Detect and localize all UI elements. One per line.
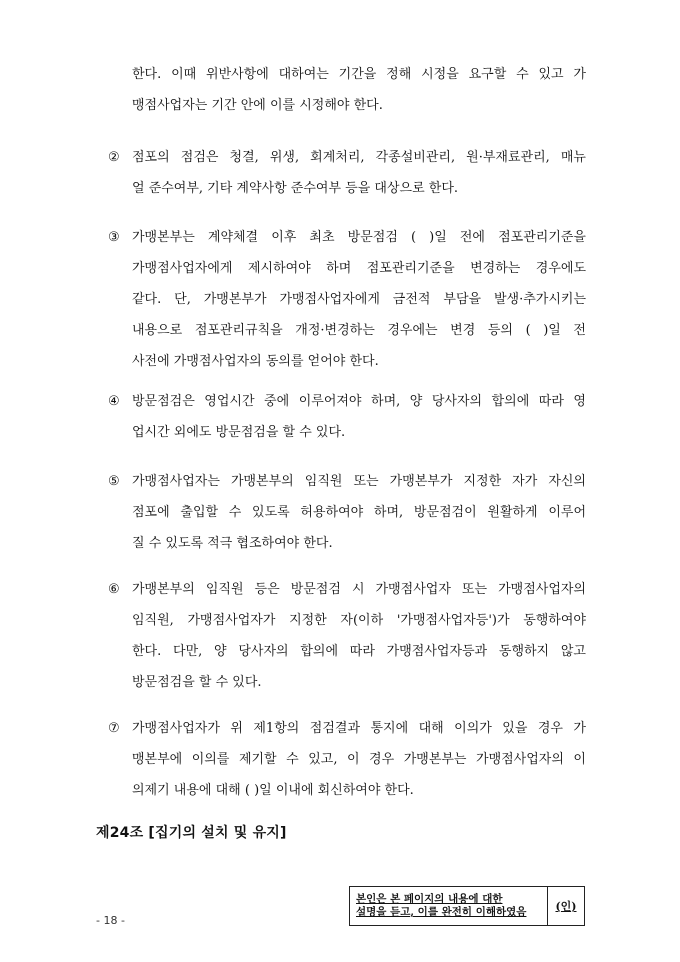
clause-3 <box>108 222 586 377</box>
confirmation-box <box>349 886 585 926</box>
seal-label: (인) <box>555 900 577 913</box>
clause-5 <box>108 466 586 559</box>
text-line: 가맹점사업자가 위 제1항의 점검결과 통지에 대해 이의가 있을 경우 가 <box>132 721 586 736</box>
text-line: 내용으로 점포관리규칙을 개정·변경하는 경우에는 변경 등의 ( )일 전 <box>132 323 586 338</box>
text-line: 사전에 가맹점사업자의 동의를 얻어야 한다. <box>132 354 379 369</box>
text-line: 점포에 출입할 수 있도록 허용하여야 하며, 방문점검이 원활하게 이루어 <box>132 505 586 520</box>
text-line: 의제기 내용에 대해 ( )일 이내에 회신하여야 한다. <box>132 783 414 798</box>
clause-marker: ② <box>108 150 120 165</box>
seal-field[interactable] <box>547 887 584 925</box>
section-heading: 제24조 [집기의 설치 및 유지] <box>96 825 287 841</box>
text-line: 맹점사업자는 기간 안에 이를 시정해야 한다. <box>132 98 383 113</box>
clause-2 <box>108 142 586 204</box>
text-line: 한다. 이때 위반사항에 대하여는 기간을 정해 시정을 요구할 수 있고 가 <box>132 67 586 82</box>
clause-marker: ⑦ <box>108 721 120 736</box>
text-line: 임직원, 가맹점사업자가 지정한 자(이하 '가맹점사업자등')가 동행하여야 <box>132 613 586 628</box>
text-line: 점포의 점검은 청결, 위생, 회계처리, 각종설비관리, 원·부재료관리, 매뉴 <box>132 150 586 165</box>
clause-marker: ④ <box>108 394 120 409</box>
clause-marker: ③ <box>108 230 120 245</box>
text-line: 질 수 있도록 적극 협조하여야 한다. <box>132 536 333 551</box>
text-line: 방문점검을 할 수 있다. <box>132 675 262 690</box>
text-line: 가맹점사업자는 가맹본부의 임직원 또는 가맹본부가 지정한 자가 자신의 <box>132 474 586 489</box>
text-line: 같다. 단, 가맹본부가 가맹점사업자에게 금전적 부담을 발생·추가시키는 <box>132 292 586 307</box>
clause-marker: ⑥ <box>108 582 120 597</box>
clause-6 <box>108 574 586 698</box>
paragraph-continuation <box>108 59 586 121</box>
confirmation-text <box>350 887 547 925</box>
text-line: 업시간 외에도 방문점검을 할 수 있다. <box>132 425 346 440</box>
text-line: 방문점검은 영업시간 중에 이루어져야 하며, 양 당사자의 합의에 따라 영 <box>132 394 586 409</box>
text-line: 한다. 다만, 양 당사자의 합의에 따라 가맹점사업자등과 동행하지 않고 <box>132 644 586 659</box>
text-line: 가맹본부는 계약체결 이후 최초 방문점검 ( )일 전에 점포관리기준을 <box>132 230 586 245</box>
clause-4 <box>108 386 586 448</box>
text-line: 얼 준수여부, 기타 계약사항 준수여부 등을 대상으로 한다. <box>132 181 459 196</box>
clause-marker: ⑤ <box>108 474 120 489</box>
confirmation-line-2: 설명을 듣고, 이를 완전히 이해하였음 <box>356 906 527 918</box>
clause-7 <box>108 713 586 806</box>
text-line: 가맹본부의 임직원 등은 방문점검 시 가맹점사업자 또는 가맹점사업자의 <box>132 582 586 597</box>
confirmation-line-1: 본인은 본 페이지의 내용에 대한 <box>356 893 503 905</box>
text-line: 가맹점사업자에게 제시하여야 하며 점포관리기준을 변경하는 경우에도 <box>132 261 586 276</box>
text-line: 맹본부에 이의를 제기할 수 있고, 이 경우 가맹본부는 가맹점사업자의 이 <box>132 752 586 767</box>
page-number: - 18 - <box>96 914 125 927</box>
